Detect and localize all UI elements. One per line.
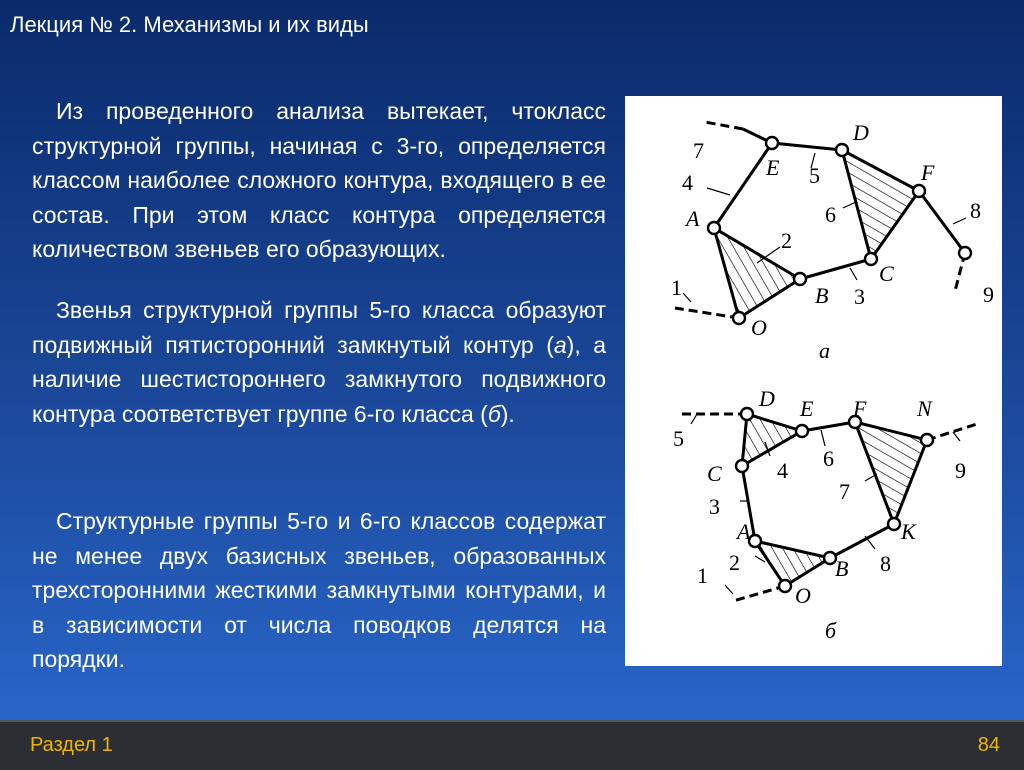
link-number-1: 1 bbox=[697, 563, 708, 588]
link-number-6: 6 bbox=[825, 202, 836, 227]
paragraph-2-text-pre: Звенья структурной группы 5-го класса образуют подвижный пятисторонний замкнутый контур ( bbox=[32, 297, 606, 358]
point-label-c: C bbox=[879, 261, 894, 286]
link-number-4: 4 bbox=[777, 458, 788, 483]
triangle-fnk bbox=[855, 422, 927, 524]
link-number-1: 1 bbox=[671, 275, 682, 300]
link-e-d bbox=[772, 143, 842, 150]
link-e-f bbox=[802, 422, 855, 431]
link-number-3: 3 bbox=[854, 284, 865, 309]
point-label-a: A bbox=[686, 206, 700, 231]
point-label-d: D bbox=[853, 120, 869, 145]
point-label-f: F bbox=[921, 160, 935, 185]
link-n-9-dash bbox=[927, 423, 980, 440]
point-label-e: E bbox=[766, 155, 780, 180]
paragraph-2 bbox=[32, 293, 606, 431]
point-label-d: D bbox=[759, 386, 775, 411]
mechanism-diagram bbox=[625, 96, 1002, 666]
link-number-5: 5 bbox=[673, 426, 684, 451]
figure-a bbox=[671, 120, 994, 363]
link-number-4: 4 bbox=[682, 170, 693, 195]
link-number-8: 8 bbox=[880, 551, 891, 576]
link-o-1-dash bbox=[675, 308, 739, 318]
link-number-3: 3 bbox=[709, 494, 720, 519]
triangle-dfc bbox=[842, 150, 919, 259]
paragraph-1-text: Из проведенного анализа вытекает, чтокласс структурной группы, начиная с 3-го, определяется классом наиболее сложного контура, входящего в ее состав. При этом класс контура определяется количеством звеньев его образующих. bbox=[32, 98, 606, 262]
caption-a: а bbox=[819, 338, 830, 363]
point-label-o: O bbox=[795, 583, 811, 608]
mechanism-figure bbox=[625, 96, 1002, 666]
point-label-k: K bbox=[901, 519, 916, 544]
link-number-5: 5 bbox=[809, 163, 820, 188]
link-a-e bbox=[714, 143, 772, 228]
link-number-7: 7 bbox=[839, 479, 850, 504]
paragraph-3 bbox=[32, 504, 606, 677]
slide-title: Лекция № 2. Механизмы и их виды bbox=[10, 12, 369, 37]
link-number-2: 2 bbox=[781, 228, 792, 253]
point-label-b: B bbox=[835, 556, 849, 581]
paragraph-1 bbox=[32, 94, 606, 267]
paragraph-2-label-a: а bbox=[553, 331, 567, 358]
point-label-e: E bbox=[800, 396, 814, 421]
paragraph-3-text: Структурные группы 5-го и 6-го классов содержат не менее двух базисных звеньев, образованных трехсторонними жесткими замкнутыми контурами, и в зависимости от числа поводков делятся на порядки. bbox=[32, 508, 606, 672]
paragraph-2-text-post: ). bbox=[500, 400, 515, 427]
point-label-b: B bbox=[815, 283, 829, 308]
point-label-n: N bbox=[917, 396, 932, 421]
point-label-a: A bbox=[737, 519, 751, 544]
link-number-6: 6 bbox=[823, 446, 834, 471]
link-number-9: 9 bbox=[955, 458, 966, 483]
link-number-2: 2 bbox=[729, 550, 740, 575]
caption-b: б bbox=[825, 618, 837, 643]
link-e-7-dash bbox=[705, 122, 743, 129]
triangle-dce bbox=[742, 414, 802, 466]
footer-section-label: Раздел 1 bbox=[30, 734, 113, 756]
paragraph-2-label-b: б bbox=[487, 400, 501, 427]
triangle-aob bbox=[755, 541, 830, 586]
point-label-o: O bbox=[751, 315, 767, 340]
figure-b bbox=[673, 386, 980, 643]
link-number-9: 9 bbox=[983, 282, 994, 307]
page-number: 84 bbox=[977, 734, 1000, 756]
link-number-7: 7 bbox=[693, 138, 704, 163]
link-o-1-dash bbox=[733, 586, 785, 601]
link-number-8: 8 bbox=[970, 198, 981, 223]
footer-bar bbox=[0, 720, 1024, 770]
point-label-c: C bbox=[707, 461, 722, 486]
link-c-b bbox=[800, 259, 871, 279]
paragraph-2-text-mid: ), а наличие шестистороннего замкнутого подвижного контура соответствует группе 6-го класса ( bbox=[32, 331, 606, 427]
point-label-f: F bbox=[853, 396, 867, 421]
